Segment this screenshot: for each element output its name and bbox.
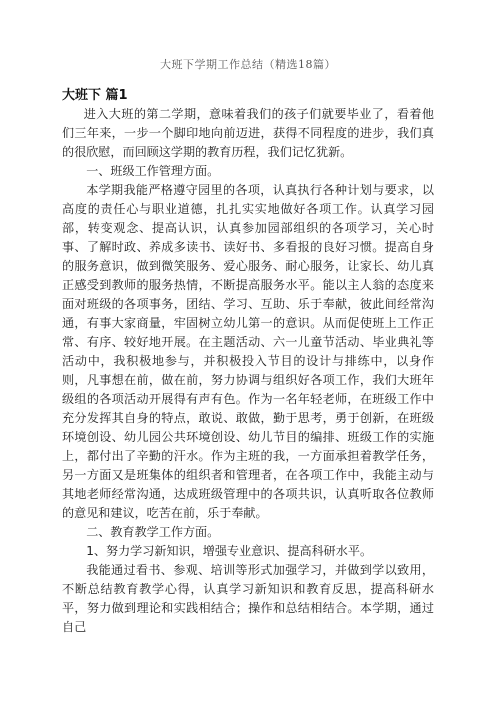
- heading-class-management: 一、班级工作管理方面。: [86, 164, 220, 178]
- document-body: [62, 105, 434, 637]
- heading-teaching-work: 二、教育教学工作方面。: [86, 525, 220, 539]
- subheading-learning: 1、努力学习新知识，增强专业意识、提高科研水平。: [86, 544, 373, 558]
- paragraph-learning: 我能通过看书、参观、培训等形式加强学习，并做到学以致用，不断总结教育教学心得，认真学习新知识和教育反思，提高科研水平，努力做到理论和实践相结合；操作和总结相结合。本学期，通过自己: [62, 563, 434, 634]
- paragraph-class-management: 本学期我能严格遵守园里的各项，认真执行各种计划与要求，以高度的责任心与职业道德，扎扎实实地做好各项工作。认真学习园部，转变观念、提高认识，认真参加园部组织的各项学习，关心时事、了解时政、养成多读书、读好书、多看报的良好习惯。提高自身的服务意识，做到微笑服务、爱心服务、耐心服务，让家长、幼儿真正感受到教师的服务热情，不断提高服务水平。能以主人翁的态度来面对班级的各项事务，团结、学习、互助、乐于奉献，彼此间经常沟通，有事大家商量，牢固树立幼儿第一的意识。从而促使班上工作正常、有序、较好地开展。在主题活动、六一儿童节活动、毕业典礼等活动中，我积极地参与，并积极投入节目的设计与排练中，以身作则，凡事想在前，做在前，努力协调与组织好各项工作，我们大班年级组的各项活动开展得有声有色。作为一名年轻老师，在班级工作中充分发挥其自身的特点，敢说、敢做，勤于思考，勇于创新，在班级环境创设、幼儿园公共环境创设、幼儿节目的编排、班级工作的实施上，都付出了辛勤的汗水。作为主班的我，一方面承担着教学任务，另一方面又是班集体的组织者和管理者，在各项工作中，我能主动与其地老师经常沟通，达成班级管理中的各项共识，认真听取各位教师的意见和建议，吃苦在前，乐于奉献。: [62, 183, 434, 520]
- section-heading: 大班下 篇1: [62, 88, 128, 103]
- document-title: 大班下学期工作总结（精选18篇）: [160, 58, 336, 71]
- paragraph-intro: 进入大班的第二学期，意味着我们的孩子们就要毕业了，看着他们三年来，一步一个脚印地向前迈进，获得不同程度的进步，我们真的很欣慰，而回顾这学期的教育历程，我们记忆犹新。: [62, 107, 434, 159]
